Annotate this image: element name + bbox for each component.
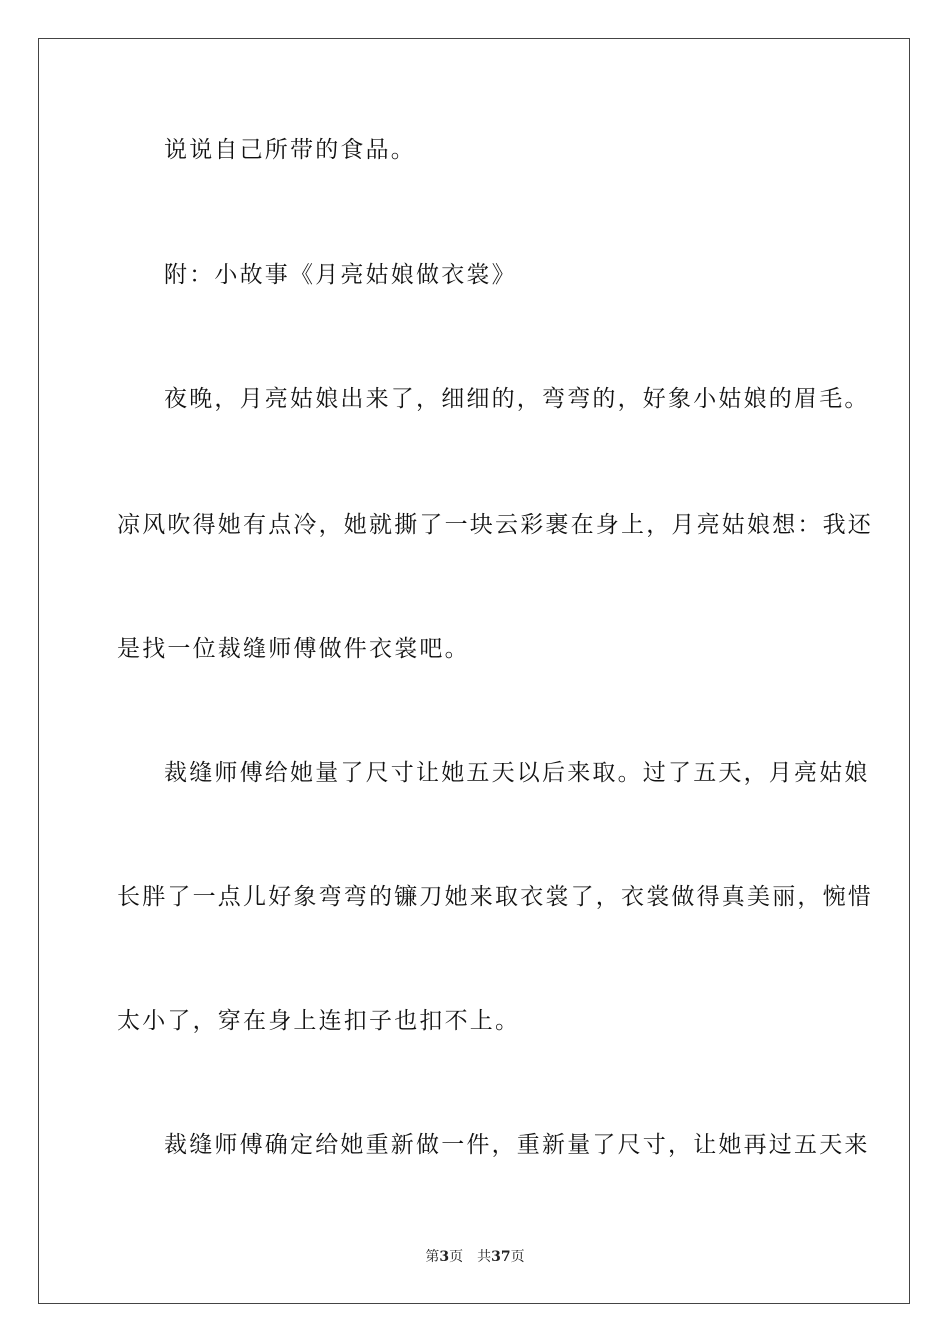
paragraph-line-3: 夜晚，月亮姑娘出来了，细细的，弯弯的，好象小姑娘的眉毛。 — [164, 386, 870, 412]
footer-page-number: 3 — [439, 1249, 450, 1265]
paragraph-line-4: 凉风吹得她有点冷，她就撕了一块云彩裹在身上，月亮姑娘想：我还 — [117, 512, 873, 538]
page-footer — [0, 1248, 950, 1266]
footer-total-prefix: 共 — [477, 1249, 492, 1265]
footer-total-number: 37 — [491, 1249, 511, 1265]
page-frame — [38, 38, 910, 1304]
paragraph-line-1: 说说自己所带的食品。 — [164, 137, 416, 163]
footer-total-suffix: 页 — [510, 1249, 525, 1265]
paragraph-line-5: 是找一位裁缝师傅做件衣裳吧。 — [117, 636, 470, 662]
footer-page-prefix: 第 — [425, 1249, 440, 1265]
paragraph-line-6: 裁缝师傅给她量了尺寸让她五天以后来取。过了五天，月亮姑娘 — [164, 760, 870, 786]
paragraph-line-9: 裁缝师傅确定给她重新做一件，重新量了尺寸，让她再过五天来 — [164, 1132, 870, 1158]
footer-page-suffix: 页 — [449, 1249, 464, 1265]
paragraph-line-7: 长胖了一点儿好象弯弯的镰刀她来取衣裳了，衣裳做得真美丽，惋惜 — [117, 884, 873, 910]
paragraph-line-2: 附：小故事《月亮姑娘做衣裳》 — [164, 262, 517, 288]
paragraph-line-8: 太小了，穿在身上连扣子也扣不上。 — [117, 1008, 521, 1034]
